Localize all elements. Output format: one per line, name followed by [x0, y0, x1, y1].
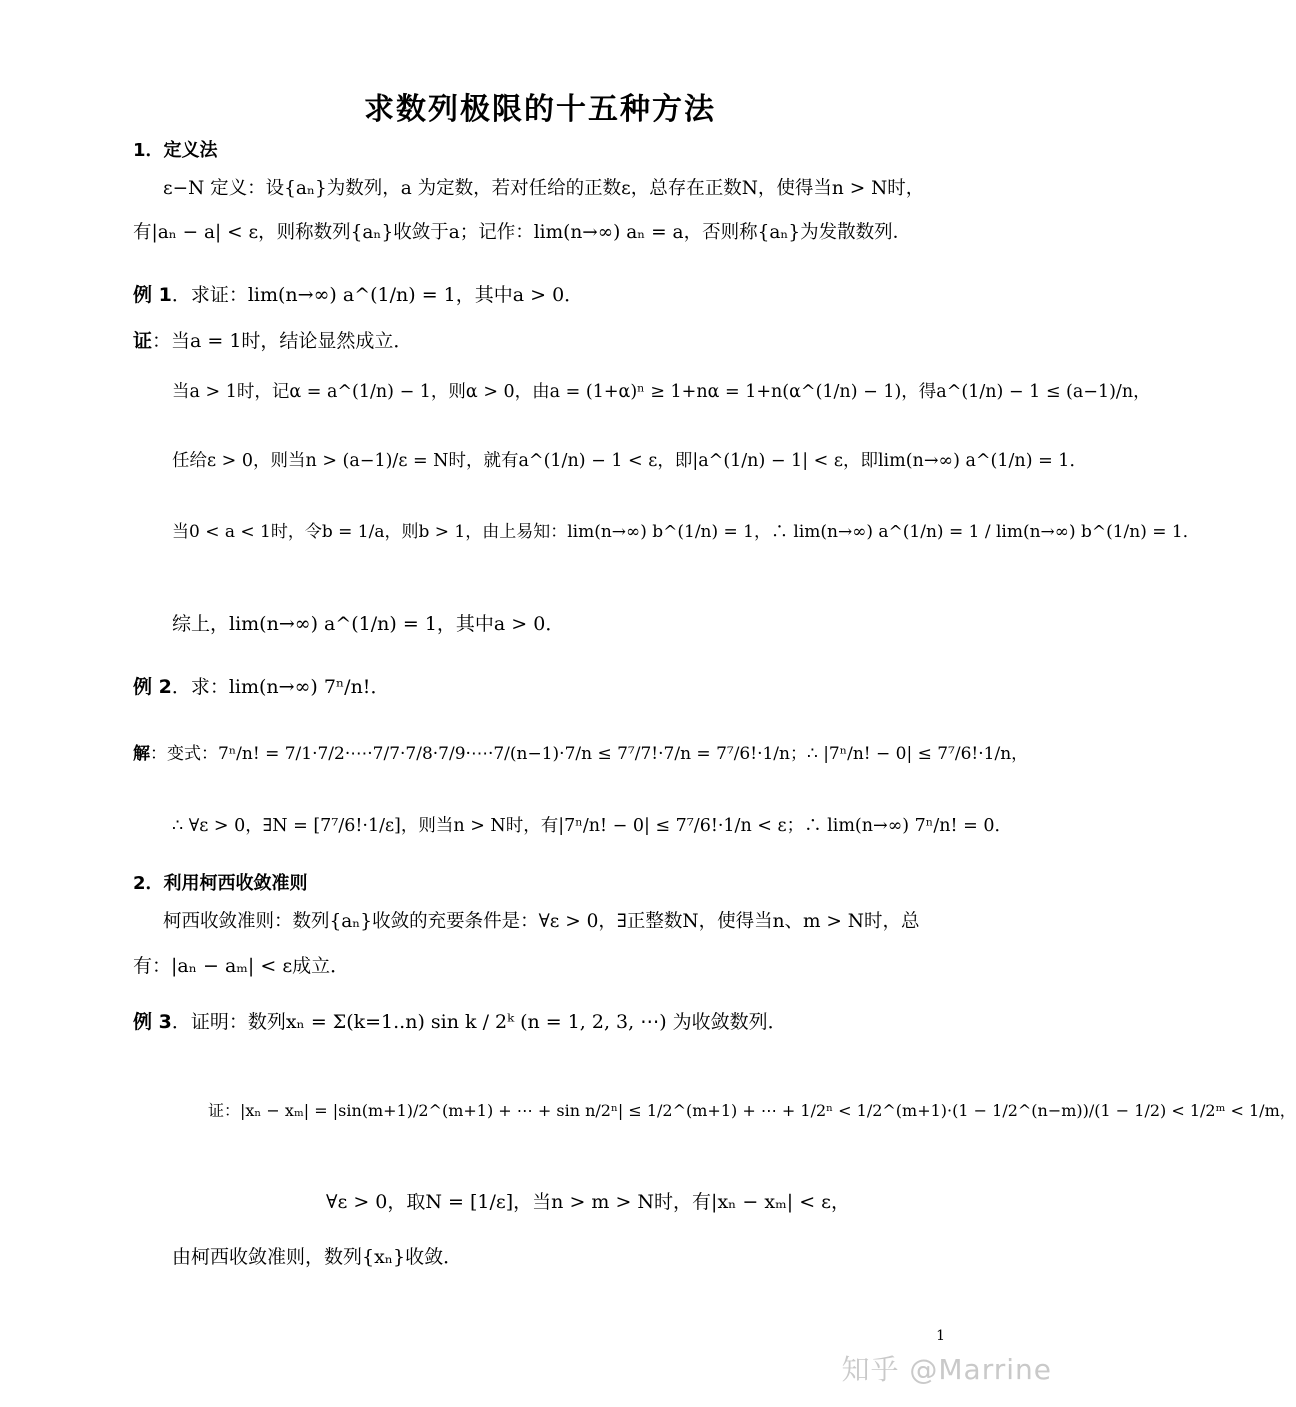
example-3-text: ．证明：数列xₙ = Σ(k=1..n) sin k / 2ᵏ (n = 1, 2, 3, ⋯) 为收敛数列．: [171, 1011, 787, 1033]
example-1-label: 例 1: [133, 284, 172, 306]
example-2-text: ．求：lim(n→∞) 7ⁿ/n!．: [171, 676, 390, 698]
proof-1-conclusion: 综上，lim(n→∞) a^(1/n) = 1，其中a > 0．: [172, 613, 565, 635]
example-1-text: ．求证：lim(n→∞) a^(1/n) = 1，其中a > 0．: [171, 284, 584, 306]
example-2: [133, 678, 389, 697]
cauchy-line-2: 有：|aₙ − aₘ| < ε成立．: [133, 955, 350, 977]
solution-2-line-1: [133, 746, 1028, 763]
page-title: 求数列极限的十五种方法: [364, 92, 716, 127]
proof-1-text: ：当a = 1时，结论显然成立．: [152, 330, 413, 352]
proof-1-line-4: 当0 < a < 1时，令b = 1/a，则b > 1，由上易知：lim(n→∞) b^(1/n) = 1，∴ lim(n→∞) a^(1/n) = 1 / lim(n→∞) b^(1/n) = 1．: [172, 522, 1200, 542]
solution-2-line-2: ∴ ∀ε > 0，∃N = [7⁷/6!·1/ε]，则当n > N时，有|7ⁿ/n! − 0| ≤ 7⁷/6!·1/n < ε；∴ lim(n→∞) 7ⁿ/n! = 0．: [172, 816, 1012, 836]
example-1: [133, 286, 583, 305]
proof-3-line-1: 证：|xₙ − xₘ| = |sin(m+1)/2^(m+1) + ⋯ + sin n/2ⁿ| ≤ 1/2^(m+1) + ⋯ + 1/2ⁿ < 1/2^(m+1)·(1 − 1/2^(n−m))/(1 − 1/2) < 1/2ᵐ < 1/m，: [208, 1101, 1296, 1120]
cauchy-line-1: 柯西收敛准则：数列{aₙ}收敛的充要条件是：∀ε > 0，∃正整数N，使得当n、m > N时，总: [163, 911, 920, 932]
proof-1-line-3: 任给ε > 0，则当n > (a−1)/ε = N时，就有a^(1/n) − 1 < ε，即|a^(1/n) − 1| < ε，即lim(n→∞) a^(1/n) = 1．: [172, 451, 1087, 471]
proof-3-line-2: ∀ε > 0，取N = [1/ε]，当n > m > N时，有|xₙ − xₘ| < ε，: [326, 1191, 851, 1213]
definition-line-1: ε−N 定义：设{aₙ}为数列，a 为定数，若对任给的正数ε，总存在正数N，使得当n > N时，: [163, 178, 925, 199]
proof-3-conclusion: 由柯西收敛准则，数列{xₙ}收敛．: [172, 1246, 463, 1268]
example-3: [133, 1013, 787, 1032]
definition-line-2: 有|aₙ − a| < ε，则称数列{aₙ}收敛于a；记作：lim(n→∞) aₙ = a，否则称{aₙ}为发散数列．: [133, 222, 912, 243]
watermark: 知乎 @Marrine: [841, 1353, 1052, 1386]
proof-1-line-1: [133, 332, 412, 351]
solution-label: 解: [133, 744, 150, 764]
proof-label: 证: [133, 330, 153, 352]
section-heading-definition: 1．定义法: [133, 140, 218, 161]
example-2-label: 例 2: [133, 676, 172, 698]
section-heading-cauchy: 2．利用柯西收敛准则: [133, 873, 308, 894]
page-number: 1: [936, 1328, 945, 1344]
solution-2-text: ：变式：7ⁿ/n! = 7/1·7/2·⋯·7/7·7/8·7/9·⋯·7/(n−1)·7/n ≤ 7⁷/7!·7/n = 7⁷/6!·1/n；∴ |7ⁿ/n! − 0| ≤ 7⁷/6!·1/n，: [150, 744, 1029, 764]
example-3-label: 例 3: [133, 1011, 172, 1033]
proof-1-line-2: 当a > 1时，记α = a^(1/n) − 1，则α > 0，由a = (1+α)ⁿ ≥ 1+nα = 1+n(α^(1/n) − 1)，得a^(1/n) − 1 ≤ (a−1)/n，: [172, 382, 1151, 402]
